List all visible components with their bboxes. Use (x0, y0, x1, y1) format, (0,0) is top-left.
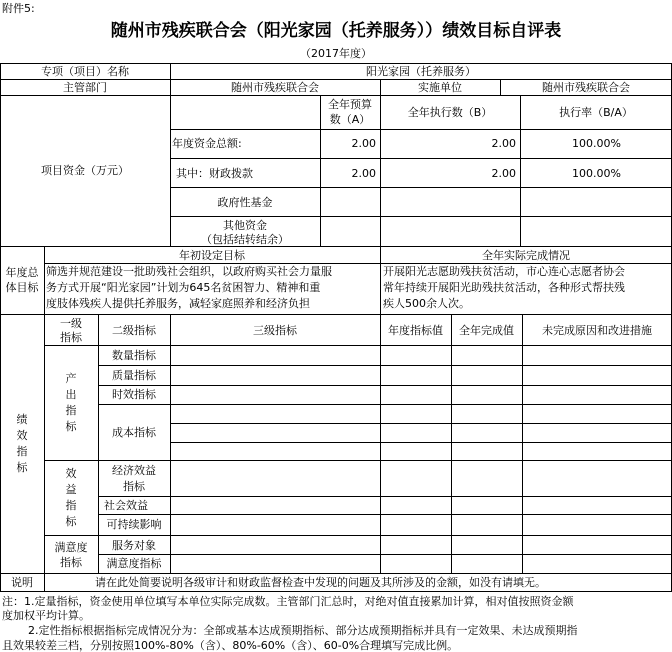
v-line (170, 314, 171, 573)
funds-label: 项目资金（万元） (41, 164, 129, 177)
v-line (380, 79, 381, 246)
h-line (0, 79, 672, 80)
perf-cost: 成本指标 (112, 426, 156, 439)
perf-satisfaction-label: 满意度 (54, 541, 88, 554)
goal-col-actual: 全年实际完成情况 (482, 249, 570, 262)
funds-col-budget: 数（A） (329, 113, 371, 126)
footnote: 且效果较差三档，分别按照100%-80%（含）、80%-60%（含）、60-0%合理填写完成比例。 (2, 639, 459, 652)
h-line (44, 460, 672, 461)
funds-row-sublabel: （包括结转结余） (201, 233, 289, 246)
goal-actual-text: 疾人500余人次。 (383, 297, 470, 310)
goal-actual-text: 开展阳光志愿助残扶贫活动，市心连心志愿者协会 (383, 265, 625, 278)
goal-label: 年度总 (5, 266, 39, 279)
perf-service: 满意度指标 (106, 557, 162, 570)
h-line (98, 404, 672, 405)
v-line (380, 314, 381, 573)
perf-quality: 质量指标 (112, 369, 156, 382)
perf-label: 绩效指标 (16, 413, 28, 474)
h-line (170, 442, 672, 443)
perf-h2: 二级指标 (112, 324, 156, 337)
h-line (44, 263, 672, 264)
h-line (98, 385, 672, 386)
h-line (98, 514, 672, 515)
goal-col-initial: 年初设定目标 (179, 249, 245, 262)
h-line (98, 496, 672, 497)
attachment-label: 附件5: (2, 2, 35, 15)
perf-output-label: 产出指标 (65, 372, 77, 433)
funds-row-label: 年度资金总额: (172, 137, 242, 150)
perf-quantity: 数量指标 (112, 349, 156, 362)
goal-initial-text: 务方式开展“阳光家园”计划为645名贫困智力、精神和重 (46, 281, 321, 294)
v-line (44, 573, 45, 591)
funds-rate: 100.00% (572, 137, 621, 150)
perf-social: 社会效益 (104, 499, 148, 512)
h-line (0, 314, 672, 315)
perf-h5: 全年完成值 (459, 324, 514, 337)
h-line (98, 554, 672, 555)
perf-h6: 未完成原因和改进措施 (542, 324, 652, 337)
note-text: 请在此处简要说明各级审计和财政监督检查中发现的问题及其所涉及的金额，如没有请填无。 (95, 576, 546, 589)
dept-label: 主管部门 (63, 81, 107, 94)
funds-col-rate: 执行率（B/A） (559, 106, 633, 119)
v-line (44, 314, 45, 573)
goal-initial-text: 度肢体残疾人提供托养服务，减轻家庭照养和经济负担 (46, 297, 310, 310)
footnote: 度加权平均计算。 (2, 609, 90, 622)
funds-row-label: 政府性基金 (217, 196, 273, 209)
goal-actual-text: 常年持续开展阳光助残扶贫活动，各种形式帮扶残 (383, 281, 625, 294)
funds-exec: 2.00 (491, 137, 516, 150)
h-line (170, 423, 672, 424)
dept-value: 随州市残疾联合会 (231, 81, 319, 94)
h-line (0, 573, 672, 574)
perf-sustain: 可持续影响 (106, 518, 162, 531)
note-label: 说明 (11, 576, 33, 589)
goal-initial-text: 筛选并规范建设一批助残社会组织，以政府购买社会力量服 (46, 265, 332, 278)
funds-budget: 2.00 (351, 137, 376, 150)
perf-econ: 指标 (123, 480, 145, 493)
perf-benefit-label: 效益指标 (65, 467, 77, 528)
year-label: （2017年度） (300, 47, 372, 60)
h-line (0, 95, 672, 96)
perf-h1: 一级 (60, 317, 82, 330)
perf-h3: 三级指标 (253, 324, 297, 337)
h-line (170, 129, 672, 130)
h-line (170, 216, 672, 217)
perf-service: 服务对象 (112, 539, 156, 552)
v-line (0, 63, 1, 591)
impl-label: 实施单位 (418, 81, 462, 94)
goal-label: 体目标 (5, 281, 39, 294)
footnote: 注：1.定量指标，资金使用单位填写本单位实际完成数。主管部门汇总时，对绝对值直接累加计算，相对值按照资金额 (2, 595, 574, 608)
perf-timeliness: 时效指标 (112, 388, 156, 401)
perf-h4: 年度指标值 (388, 324, 443, 337)
h-line (98, 365, 672, 366)
h-line (0, 591, 672, 592)
v-line (451, 314, 452, 573)
h-line (0, 246, 672, 247)
v-line (522, 314, 523, 573)
perf-h1: 指标 (60, 331, 82, 344)
page-title: 随州市残疾联合会（阳光家园（托养服务））绩效目标自评表 (110, 21, 562, 41)
funds-row-label: 其中：财政拨款 (176, 167, 253, 180)
h-line (170, 158, 672, 159)
project-name-label: 专项（项目）名称 (41, 65, 129, 78)
footnote: 2.定性指标根据指标完成情况分为：全部或基本达成预期指标、部分达成预期指标并具有一定效果、未达成预期指 (28, 624, 578, 637)
perf-satisfaction-label: 指标 (60, 556, 82, 569)
funds-rate: 100.00% (572, 167, 621, 180)
funds-budget: 2.00 (351, 167, 376, 180)
impl-value: 随州市残疾联合会 (542, 81, 630, 94)
h-line (44, 345, 672, 346)
h-line (0, 63, 672, 64)
h-line (44, 535, 672, 536)
perf-econ: 经济效益 (112, 464, 156, 477)
project-name-value: 阳光家园（托养服务） (366, 65, 476, 78)
h-line (170, 187, 672, 188)
funds-exec: 2.00 (491, 167, 516, 180)
funds-col-exec: 全年执行数（B） (407, 106, 493, 119)
funds-row-label: 其他资金 (223, 219, 267, 232)
funds-col-budget: 全年预算 (328, 98, 372, 111)
